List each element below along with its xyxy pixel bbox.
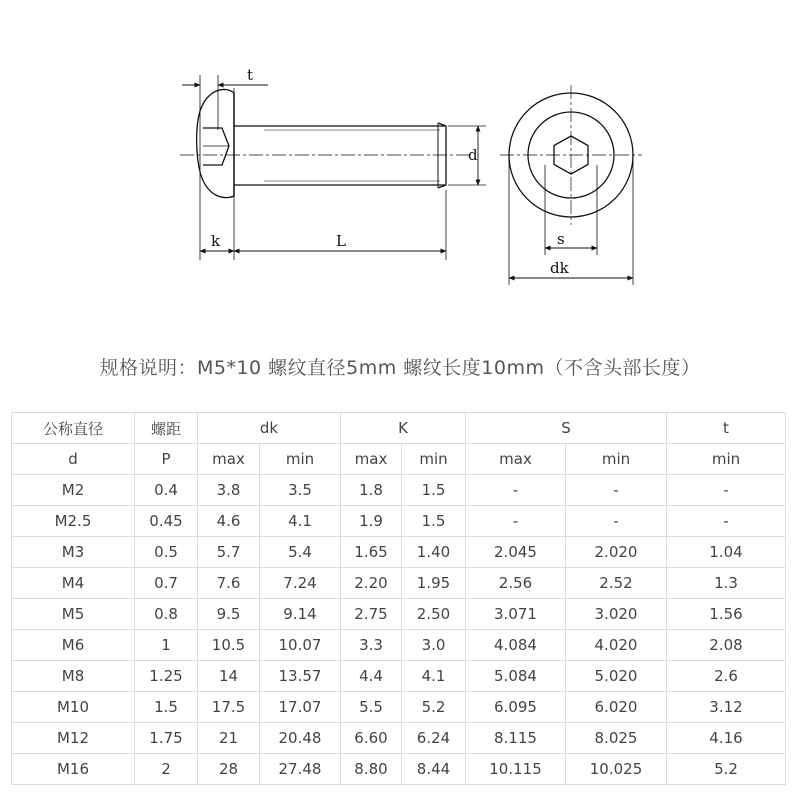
table-cell: 7.24 bbox=[260, 568, 341, 599]
table-cell: 0.8 bbox=[135, 599, 198, 630]
table-cell: 3.0 bbox=[402, 630, 466, 661]
table-cell: 4.16 bbox=[667, 723, 786, 754]
header-nominal-diameter: 公称直径 bbox=[12, 413, 135, 444]
table-row bbox=[12, 568, 786, 599]
subheader-cell: d bbox=[12, 444, 135, 475]
table-cell: 2.52 bbox=[566, 568, 667, 599]
subheader-cell: P bbox=[135, 444, 198, 475]
table-cell: M4 bbox=[12, 568, 135, 599]
table-cell: 6.60 bbox=[341, 723, 402, 754]
table-cell: 13.57 bbox=[260, 661, 341, 692]
table-cell: 0.45 bbox=[135, 506, 198, 537]
table-cell: 6.095 bbox=[466, 692, 566, 723]
table-cell: 5.2 bbox=[402, 692, 466, 723]
table-cell: 1.65 bbox=[341, 537, 402, 568]
table-cell: 8.44 bbox=[402, 754, 466, 785]
table-cell: 3.071 bbox=[466, 599, 566, 630]
screw-technical-drawing bbox=[0, 0, 800, 340]
table-cell: 5.084 bbox=[466, 661, 566, 692]
header-k: K bbox=[341, 413, 466, 444]
table-cell: 6.24 bbox=[402, 723, 466, 754]
table-cell: - bbox=[466, 475, 566, 506]
header-pitch: 螺距 bbox=[135, 413, 198, 444]
table-cell: - bbox=[667, 475, 786, 506]
table-cell: 0.7 bbox=[135, 568, 198, 599]
table-cell: M8 bbox=[12, 661, 135, 692]
table-cell: 10.07 bbox=[260, 630, 341, 661]
table-cell: M3 bbox=[12, 537, 135, 568]
table-cell: M2.5 bbox=[12, 506, 135, 537]
subheader-cell: min bbox=[566, 444, 667, 475]
table-cell: 10.025 bbox=[566, 754, 667, 785]
table-cell: 2 bbox=[135, 754, 198, 785]
table-cell: 1.9 bbox=[341, 506, 402, 537]
table-cell: 2.20 bbox=[341, 568, 402, 599]
table-cell: - bbox=[566, 475, 667, 506]
subheader-cell: min bbox=[402, 444, 466, 475]
table-cell: 1.75 bbox=[135, 723, 198, 754]
table-cell: 3.3 bbox=[341, 630, 402, 661]
table-cell: 2.6 bbox=[667, 661, 786, 692]
table-cell: 10.115 bbox=[466, 754, 566, 785]
table-cell: 5.020 bbox=[566, 661, 667, 692]
table-cell: 2.020 bbox=[566, 537, 667, 568]
table-row bbox=[12, 537, 786, 568]
table-cell: 4.1 bbox=[260, 506, 341, 537]
table-cell: 14 bbox=[198, 661, 260, 692]
dim-label-dk: dk bbox=[550, 259, 569, 277]
table-cell: 10.5 bbox=[198, 630, 260, 661]
table-row bbox=[12, 692, 786, 723]
subheader-cell: min bbox=[667, 444, 786, 475]
table-cell: M5 bbox=[12, 599, 135, 630]
table-row bbox=[12, 599, 786, 630]
table-cell: 2.045 bbox=[466, 537, 566, 568]
table-cell: 1.40 bbox=[402, 537, 466, 568]
table-cell: 3.8 bbox=[198, 475, 260, 506]
table-cell: 4.6 bbox=[198, 506, 260, 537]
table-cell: 5.4 bbox=[260, 537, 341, 568]
table-cell: 5.5 bbox=[341, 692, 402, 723]
table-cell: 2.56 bbox=[466, 568, 566, 599]
dim-label-k: k bbox=[211, 232, 221, 250]
table-cell: 1.5 bbox=[402, 475, 466, 506]
table-cell: 2.08 bbox=[667, 630, 786, 661]
subheader-cell: max bbox=[341, 444, 402, 475]
table-row bbox=[12, 506, 786, 537]
table-cell: 17.5 bbox=[198, 692, 260, 723]
dim-label-s: s bbox=[557, 230, 565, 248]
table-cell: M2 bbox=[12, 475, 135, 506]
table-cell: 5.7 bbox=[198, 537, 260, 568]
table-row bbox=[12, 475, 786, 506]
hex-socket-side bbox=[203, 128, 229, 165]
dim-label-L: L bbox=[336, 232, 346, 250]
table-cell: 27.48 bbox=[260, 754, 341, 785]
table-cell: 3.12 bbox=[667, 692, 786, 723]
table-cell: M16 bbox=[12, 754, 135, 785]
table-cell: 3.020 bbox=[566, 599, 667, 630]
table-row bbox=[12, 723, 786, 754]
table-cell: 0.4 bbox=[135, 475, 198, 506]
table-cell: 2.50 bbox=[402, 599, 466, 630]
table-cell: 1.8 bbox=[341, 475, 402, 506]
header-dk: dk bbox=[198, 413, 341, 444]
table-cell: 8.115 bbox=[466, 723, 566, 754]
table-row bbox=[12, 661, 786, 692]
spec-table bbox=[11, 412, 786, 785]
table-cell: 9.5 bbox=[198, 599, 260, 630]
table-cell: 9.14 bbox=[260, 599, 341, 630]
table-cell: 4.084 bbox=[466, 630, 566, 661]
header-t: t bbox=[667, 413, 786, 444]
table-subheader-row bbox=[12, 444, 786, 475]
table-row bbox=[12, 630, 786, 661]
table-cell: 8.80 bbox=[341, 754, 402, 785]
table-cell: 4.020 bbox=[566, 630, 667, 661]
table-cell: 1 bbox=[135, 630, 198, 661]
table-cell: - bbox=[566, 506, 667, 537]
table-cell: 1.56 bbox=[667, 599, 786, 630]
table-cell: 1.3 bbox=[667, 568, 786, 599]
subheader-cell: max bbox=[198, 444, 260, 475]
table-cell: 1.5 bbox=[135, 692, 198, 723]
table-cell: 2.75 bbox=[341, 599, 402, 630]
table-cell: 5.2 bbox=[667, 754, 786, 785]
table-cell: 20.48 bbox=[260, 723, 341, 754]
table-cell: 4.4 bbox=[341, 661, 402, 692]
header-s: S bbox=[466, 413, 667, 444]
table-cell: 4.1 bbox=[402, 661, 466, 692]
table-cell: 7.6 bbox=[198, 568, 260, 599]
table-cell: M6 bbox=[12, 630, 135, 661]
spec-description: 规格说明：M5*10 螺纹直径5mm 螺纹长度10mm（不含头部长度） bbox=[99, 357, 701, 379]
table-cell: 1.04 bbox=[667, 537, 786, 568]
table-cell: 17.07 bbox=[260, 692, 341, 723]
subheader-cell: max bbox=[466, 444, 566, 475]
table-cell: 6.020 bbox=[566, 692, 667, 723]
dim-label-d: d bbox=[468, 146, 478, 164]
table-cell: 28 bbox=[198, 754, 260, 785]
table-row bbox=[12, 754, 786, 785]
table-cell: M10 bbox=[12, 692, 135, 723]
table-cell: 1.5 bbox=[402, 506, 466, 537]
table-cell: - bbox=[466, 506, 566, 537]
table-cell: 3.5 bbox=[260, 475, 341, 506]
table-cell: 0.5 bbox=[135, 537, 198, 568]
table-cell: 21 bbox=[198, 723, 260, 754]
dim-label-t: t bbox=[247, 66, 254, 84]
table-header-row bbox=[12, 413, 786, 444]
table-cell: 1.25 bbox=[135, 661, 198, 692]
table-cell: M12 bbox=[12, 723, 135, 754]
table-cell: 8.025 bbox=[566, 723, 667, 754]
table-cell: 1.95 bbox=[402, 568, 466, 599]
table-cell: - bbox=[667, 506, 786, 537]
subheader-cell: min bbox=[260, 444, 341, 475]
